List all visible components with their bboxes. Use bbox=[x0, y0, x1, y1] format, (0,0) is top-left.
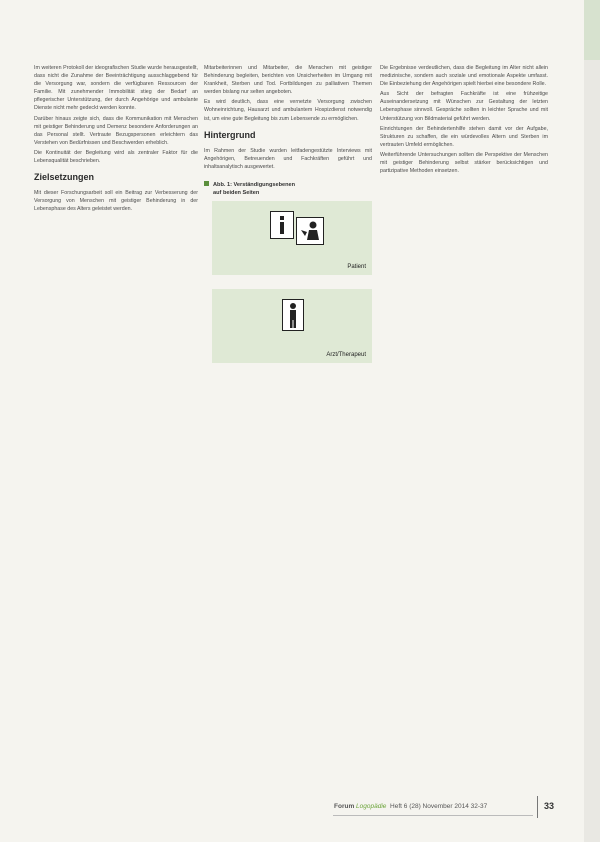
section-heading: Hintergrund bbox=[204, 129, 256, 140]
paragraph: Mit dieser Forschungsarbeit soll ein Beitrag zur Verbesserung der Versorgung von Menschen mit geistiger Behinderung in der Lebensphase des Alters geleistet werden. bbox=[34, 190, 198, 213]
figure-panel-patient bbox=[212, 201, 372, 275]
paragraph: Weiterführende Untersuchungen sollten die Perspektive der Menschen mit geistiger Behinderung selbst stärker berücksichtigen und partizipative Methoden einsetzen. bbox=[380, 151, 548, 175]
column-2 bbox=[204, 64, 372, 367]
paragraph: Einrichtungen der Behindertenhilfe stehen damit vor der Aufgabe, Strukturen zu schaffen, die ein würdevolles Altern und Sterben im vertrauten Umfeld ermöglichen. bbox=[380, 125, 548, 148]
column-3 bbox=[380, 64, 548, 177]
paragraph: Darüber hinaus zeigte sich, dass die Kommunikation mit Menschen mit geistiger Behinderung und Demenz besondere Anforderungen an das Personal stellt. Vertraute Bezugspersonen erleichtern das Verstehen von Bedürfnissen und Beschwerden erheblich. bbox=[34, 115, 198, 146]
footer-separator bbox=[537, 796, 538, 818]
page-footer bbox=[0, 800, 600, 820]
column-1 bbox=[34, 64, 198, 215]
paragraph: Es wird deutlich, dass eine vernetzte Versorgung zwischen Wohneinrichtung, Hausarzt und ambulantem Hospizdienst notwendig ist, um eine gute Begleitung bis zum Lebensende zu ermöglichen. bbox=[204, 99, 372, 122]
paragraph: Die Kontinuität der Begleitung wird als zentraler Faktor für die Lebensqualität beschrieben. bbox=[34, 149, 198, 165]
paragraph: Im Rahmen der Studie wurden leitfadengestützte Interviews mit Angehörigen, Betreuenden und Fachkräften geführt und inhaltsanalytisch ausgewertet. bbox=[204, 147, 372, 170]
info-icon bbox=[270, 211, 294, 239]
person-help-icon bbox=[296, 217, 324, 245]
footer-rule bbox=[333, 815, 533, 816]
page-number: 33 bbox=[544, 801, 555, 811]
footer-journal: Forum Logopädie Heft 6 (28) November 2014 32-37 bbox=[334, 803, 488, 810]
section-heading: Zielsetzungen bbox=[34, 172, 95, 183]
paragraph: Die Ergebnisse verdeutlichen, dass die Begleitung im Alter nicht allein medizinische, sondern auch soziale und emotionale Aspekte umfasst. Die Einbeziehung der Angehörigen spielt hierbei eine besondere Rolle. bbox=[380, 65, 548, 88]
figure-communication-levels bbox=[212, 201, 372, 367]
standing-person-icon bbox=[282, 299, 304, 331]
figure-label-therapist: Arzt/Therapeut bbox=[326, 351, 366, 358]
paragraph: Im weiteren Protokoll der ideografischen Studie wurde herausgestellt, dass nicht die Zunahme der Beeinträchtigung ausschlaggebend für die Versorgung war, sondern die verfügbaren Ressourcen der Familie. Mit zunehmender Immobilität stieg der Bedarf an pflegerischer Unterstützung, der durch Angehörige und ambulante Dienste nicht mehr gedeckt werden konnte. bbox=[34, 65, 198, 112]
footer-issue: Heft 6 (28) November 2014 32-37 bbox=[390, 803, 488, 810]
journal-logo: Logopädie bbox=[356, 803, 387, 810]
page-edge-tab bbox=[584, 0, 600, 842]
page-edge-accent bbox=[584, 0, 600, 60]
caption-marker-icon bbox=[204, 181, 209, 186]
paragraph: Mitarbeiterinnen und Mitarbeiter, die Menschen mit geistiger Behinderung begleiten, berichten von Unsicherheiten im Umgang mit Krankheit, Sterben und Tod. Fortbildungen zu palliativen Themen werden bislang nur selten angeboten. bbox=[204, 65, 372, 96]
figure-caption: Abb. 1: Verständigungsebenen auf beiden Seiten bbox=[204, 181, 372, 197]
figure-label-patient: Patient bbox=[347, 263, 366, 270]
figure-panel-therapist bbox=[212, 289, 372, 363]
paragraph: Aus Sicht der befragten Fachkräfte ist eine frühzeitige Auseinandersetzung mit Wünschen zur Gestaltung der letzten Lebensphase sinnvoll. Gespräche sollten in leichter Sprache und mit Unterstützung von Bildmaterial geführt werden. bbox=[380, 91, 548, 122]
